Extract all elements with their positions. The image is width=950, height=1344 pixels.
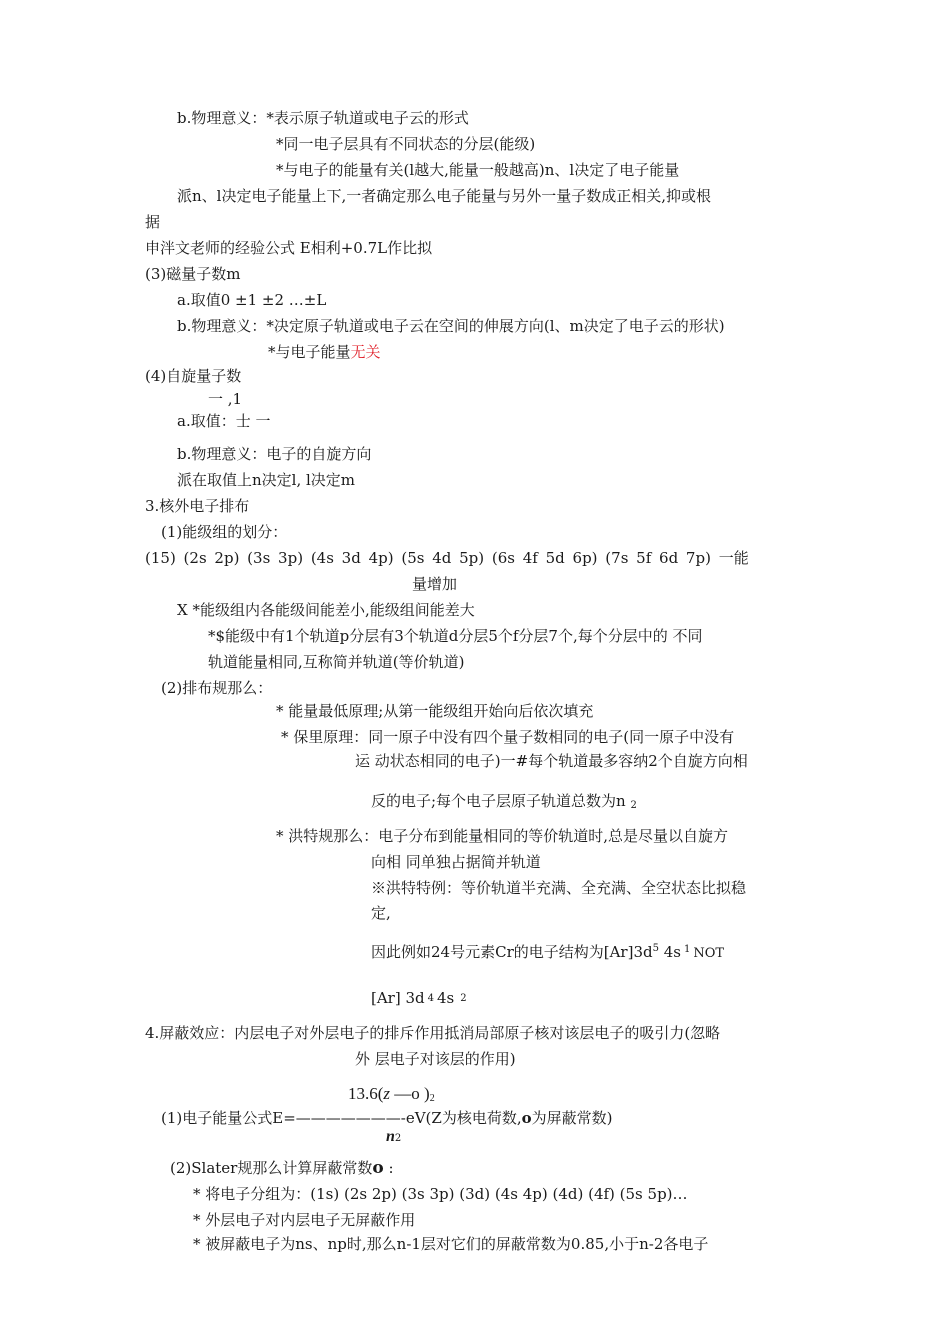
subsection-heading: (2)排布规那么：	[161, 679, 273, 697]
text-span: 4s	[658, 943, 681, 961]
highlight-text: 无关	[350, 343, 381, 361]
text-line: * 保里原理：同一原子中没有四个量子数相同的电子(同一原子中没有	[281, 728, 735, 746]
text-line: 量增加	[412, 575, 458, 593]
text-line: 外 层电子对该层的作用)	[355, 1050, 516, 1068]
formula-numerator	[348, 1084, 435, 1109]
subscript: 2	[394, 1133, 402, 1144]
formula-variable: n	[386, 1128, 395, 1145]
text-line: * 能量最低原理;从第一能级组开始向后依次填充	[276, 702, 594, 720]
text-span: 4s	[437, 989, 455, 1007]
text-line: * 洪特规那么：电子分布到能量相同的等价轨道时,总是尽量以自旋方	[276, 827, 729, 845]
text-line: (15) (2s 2p) (3s 3p) (4s 3d 4p) (5s 4d 5p) (6s 4f 5d 6p) (7s 5f 6d 7p) 一能	[145, 549, 749, 567]
text-line: b.物理意义：*决定原子轨道或电子云在空间的伸展方向(l、m决定了电子云的形状)	[177, 317, 725, 335]
text-line	[371, 939, 724, 964]
formula-line	[161, 1108, 612, 1128]
section-heading: 3.核外电子排布	[145, 497, 250, 515]
text-span: (2)Slater规那么计算屏蔽常数	[170, 1159, 373, 1177]
text-line: 派n、l决定电子能量上下,一者确定那么电子能量与另外一量子数成正相关,抑或根	[177, 187, 711, 205]
text-line: 派在取值上n决定l, l决定m	[177, 471, 356, 489]
list-item: * 外层电子对内层电子无屏蔽作用	[193, 1211, 416, 1229]
text-span: [Ar] 3d	[371, 989, 425, 1007]
text-span: *与电子能量	[268, 343, 351, 361]
text-line	[268, 342, 381, 362]
text-line: 一 ,1	[208, 390, 243, 408]
text-line	[371, 988, 467, 1009]
subsection-heading: (1)能级组的划分：	[161, 523, 288, 541]
list-item: * 将电子分组为：(1s) (2s 2p) (3s 3p) (3d) (4s 4p) (4d) (4f) (5s 5p)…	[193, 1185, 688, 1203]
text-line: 定,	[371, 904, 391, 922]
text-line: *同一电子层具有不同状态的分层(能级)	[276, 135, 536, 153]
superscript: 5	[652, 943, 659, 954]
text-span: 因此例如24号元素Cr的电子结构为[Ar]3d	[371, 943, 653, 961]
sigma-symbol: o	[521, 1109, 532, 1127]
text-line	[371, 791, 637, 816]
section-heading: (4)自旋量子数	[145, 367, 242, 385]
text-line: *与电子的能量有关(l越大,能量一般越高)n、l决定了电子能量	[276, 161, 680, 179]
subsection-heading	[170, 1158, 394, 1178]
list-item: * 被屏蔽电子为ns、np时,那么n-1层对它们的屏蔽常数为0.85,小于n-2各电子	[193, 1235, 709, 1253]
text-span: :	[383, 1159, 394, 1177]
text-line: *$能级中有1个轨道p分层有3个轨道d分层5个f分层7个,每个分层中的 不同	[208, 627, 703, 645]
text-line: b.物理意义：电子的自旋方向	[177, 445, 372, 463]
text-span: 反的电子;每个电子层原子轨道总数为n	[371, 792, 626, 810]
formula-part: —o )	[390, 1084, 430, 1103]
section-heading: (3)磁量子数m	[145, 265, 241, 283]
text-line: ※洪特特例：等价轨道半充满、全充满、全空状态比拟稳	[371, 879, 747, 897]
superscript: 1	[683, 944, 691, 955]
text-line: a.取值0 ±1 ±2 …±L	[177, 291, 327, 309]
text-line: 申泮文老师的经验公式 E相利+0.7L作比拟	[145, 239, 433, 257]
formula-part: 13.6(	[348, 1084, 384, 1103]
text-line: 据	[145, 213, 161, 231]
formula-variable: z	[383, 1084, 391, 1103]
text-line: b.物理意义：*表示原子轨道或电子云的形式	[177, 109, 469, 127]
text-span: NOT	[693, 946, 725, 961]
text-line: 运 动状态相同的电子)一#每个轨道最多容纳2个自旋方向相	[355, 752, 748, 770]
section-heading: 4.屏蔽效应：内层电子对外层电子的排斥作用抵消局部原子核对该层电子的吸引力(忽略	[145, 1024, 721, 1042]
superscript: 4	[427, 993, 434, 1004]
subscript: 2	[630, 800, 637, 811]
sigma-symbol: o	[372, 1158, 384, 1178]
formula-denominator	[386, 1126, 401, 1149]
text-span: 为屏蔽常数)	[531, 1109, 613, 1127]
text-span: (1)电子能量公式E=———————-eV(Z为核电荷数,	[161, 1109, 522, 1127]
text-line: 轨道能量相同,互称简并轨道(等价轨道)	[208, 653, 465, 671]
text-line: a.取值：士 一	[177, 412, 271, 430]
text-line: X *能级组内各能级间能差小,能级组间能差大	[177, 601, 475, 619]
text-line: 向相 同单独占据简并轨道	[371, 853, 541, 871]
superscript: 2	[460, 993, 467, 1004]
superscript: 2	[429, 1093, 435, 1104]
